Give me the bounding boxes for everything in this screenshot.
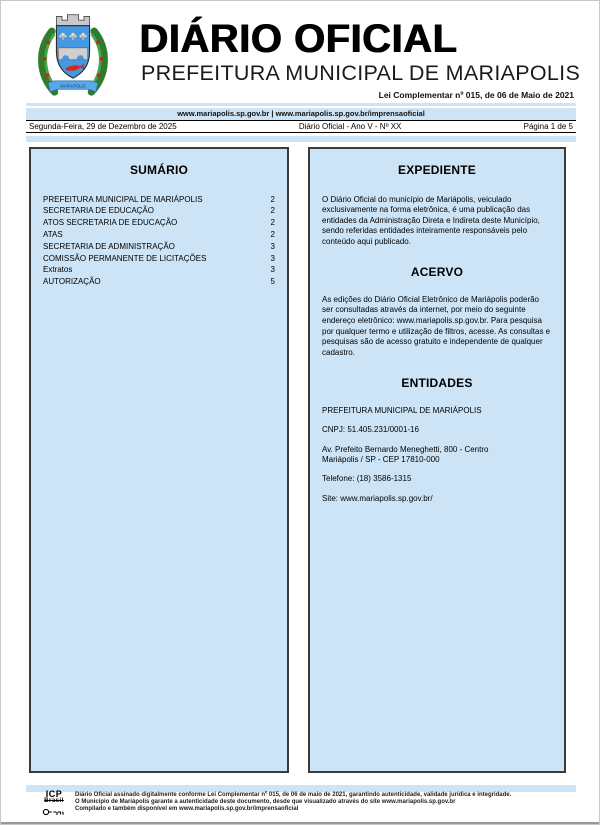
section-divider-bar bbox=[26, 136, 576, 142]
acervo-title: ACERVO bbox=[410, 265, 464, 280]
entidades-title: ENTIDADES bbox=[401, 376, 473, 391]
law-reference: Lei Complementar nº 015, de 06 de Maio de 2021 bbox=[378, 90, 574, 100]
icp-brasil-text: Brasil bbox=[44, 798, 64, 804]
summary-item-page: 3 bbox=[270, 241, 275, 251]
entity-address-line1: Av. Prefeito Bernardo Meneghetti, 800 - Centro bbox=[322, 444, 489, 454]
footer-line: Compilado e também disponível em www.mariapolis.sp.gov.br/imprensaoficial bbox=[75, 806, 299, 812]
summary-item-page: 3 bbox=[270, 253, 275, 263]
official-urls-bar: www.mariapolis.sp.gov.br | www.mariapolis.sp.gov.br/imprensaoficial bbox=[26, 108, 576, 120]
edition-info-bar bbox=[26, 120, 576, 133]
entity-cnpj: CNPJ: 51.405.231/0001-16 bbox=[322, 425, 419, 435]
summary-item-label[interactable]: AUTORIZAÇÃO bbox=[43, 277, 101, 287]
coat-of-arms bbox=[31, 11, 115, 103]
summary-item[interactable] bbox=[43, 242, 275, 253]
summary-item[interactable] bbox=[43, 254, 275, 265]
coat-of-arms-graphic bbox=[31, 11, 115, 103]
summary-item[interactable] bbox=[43, 277, 275, 288]
summary-item[interactable] bbox=[43, 195, 275, 206]
page-indicator: Página 1 de 5 bbox=[523, 122, 573, 131]
summary-item-label[interactable]: COMISSÃO PERMANENTE DE LICITAÇÕES bbox=[43, 253, 207, 263]
summary-item-page: 2 bbox=[270, 229, 275, 239]
footer-line: O Município de Mariápolis garante a autenticidade deste documento, desde que visualizado através do site www.mariapolis.sp.gov.br bbox=[75, 799, 456, 805]
key-icon bbox=[42, 807, 66, 817]
edition-number: Diário Oficial - Ano V - Nº XX bbox=[298, 122, 402, 131]
summary-item-page: 2 bbox=[270, 218, 275, 228]
crest-banner-text: MARIAPOLIS bbox=[60, 83, 86, 89]
summary-item-label[interactable]: ATAS bbox=[43, 229, 63, 239]
summary-item[interactable] bbox=[43, 218, 275, 229]
icp-logo-text: ICP bbox=[45, 789, 63, 799]
acervo-body: As edições do Diário Oficial Eletrônico de Mariápolis poderão ser consultadas através da internet, por meio do seguinte endereço eletrônico: www.mariapolis.sp.gov.br. Para pesquisa por qualquer termo e utilização de filtros, acesse. As consultas e pesquisas são de acesso gratuito e independente de qualquer cadastro. bbox=[322, 294, 551, 357]
header-divider-bar bbox=[26, 103, 576, 106]
summary-item[interactable] bbox=[43, 230, 275, 241]
expediente-body: O Diário Oficial do município de Mariápolis, veiculado exclusivamente na forma eletrônica, é uma publicação das entidades da Administração Direta e Indireta deste Município, sendo referidas entidades inteiramente responsáveis pelo conteúdo aqui publicado. bbox=[322, 194, 540, 246]
entity-name: PREFEITURA MUNICIPAL DE MARIÁPOLIS bbox=[322, 405, 482, 415]
summary-item-label[interactable]: ATOS SECRETARIA DE EDUCAÇÃO bbox=[43, 218, 178, 228]
summary-item-page: 2 bbox=[270, 206, 275, 216]
summary-item-page: 3 bbox=[270, 265, 275, 275]
gazette-subtitle: PREFEITURA MUNICIPAL DE MARIAPOLIS bbox=[141, 61, 581, 85]
summary-item-page: 5 bbox=[270, 277, 275, 287]
entity-address-line2: Mariápolis / SP - CEP 17810-000 bbox=[322, 454, 440, 464]
edition-date: Segunda-Feira, 29 de Dezembro de 2025 bbox=[29, 122, 177, 131]
gazette-title: DIÁRIO OFICIAL bbox=[139, 17, 458, 61]
summary-title: SUMÁRIO bbox=[129, 163, 189, 177]
summary-item-label[interactable]: PREFEITURA MUNICIPAL DE MARIÁPOLIS bbox=[43, 194, 203, 204]
footer-legal-text bbox=[75, 792, 545, 813]
summary-panel bbox=[29, 147, 289, 773]
expediente-title: EXPEDIENTE bbox=[397, 163, 477, 177]
info-panel bbox=[308, 147, 566, 773]
summary-item-label[interactable]: SECRETARIA DE ADMINISTRAÇÃO bbox=[43, 241, 175, 251]
footer-line: Diário Oficial assinado digitalmente conforme Lei Complementar nº 015, de 06 de maio de 2021, garantindo autenticidade, validade jurídica e integridade. bbox=[75, 792, 512, 798]
footer-divider-bar bbox=[26, 785, 576, 792]
summary-item-page: 2 bbox=[270, 194, 275, 204]
entity-site-link[interactable]: Site: www.mariapolis.sp.gov.br/ bbox=[322, 493, 433, 503]
entity-phone: Telefone: (18) 3586-1315 bbox=[322, 474, 412, 484]
summary-item[interactable] bbox=[43, 206, 275, 217]
summary-item-label[interactable]: SECRETARIA DE EDUCAÇÃO bbox=[43, 206, 154, 216]
summary-item-label[interactable]: Extratos bbox=[43, 265, 73, 275]
icp-brasil-logo bbox=[39, 790, 69, 822]
page-edge-line bbox=[1, 822, 599, 824]
summary-item[interactable] bbox=[43, 265, 275, 276]
